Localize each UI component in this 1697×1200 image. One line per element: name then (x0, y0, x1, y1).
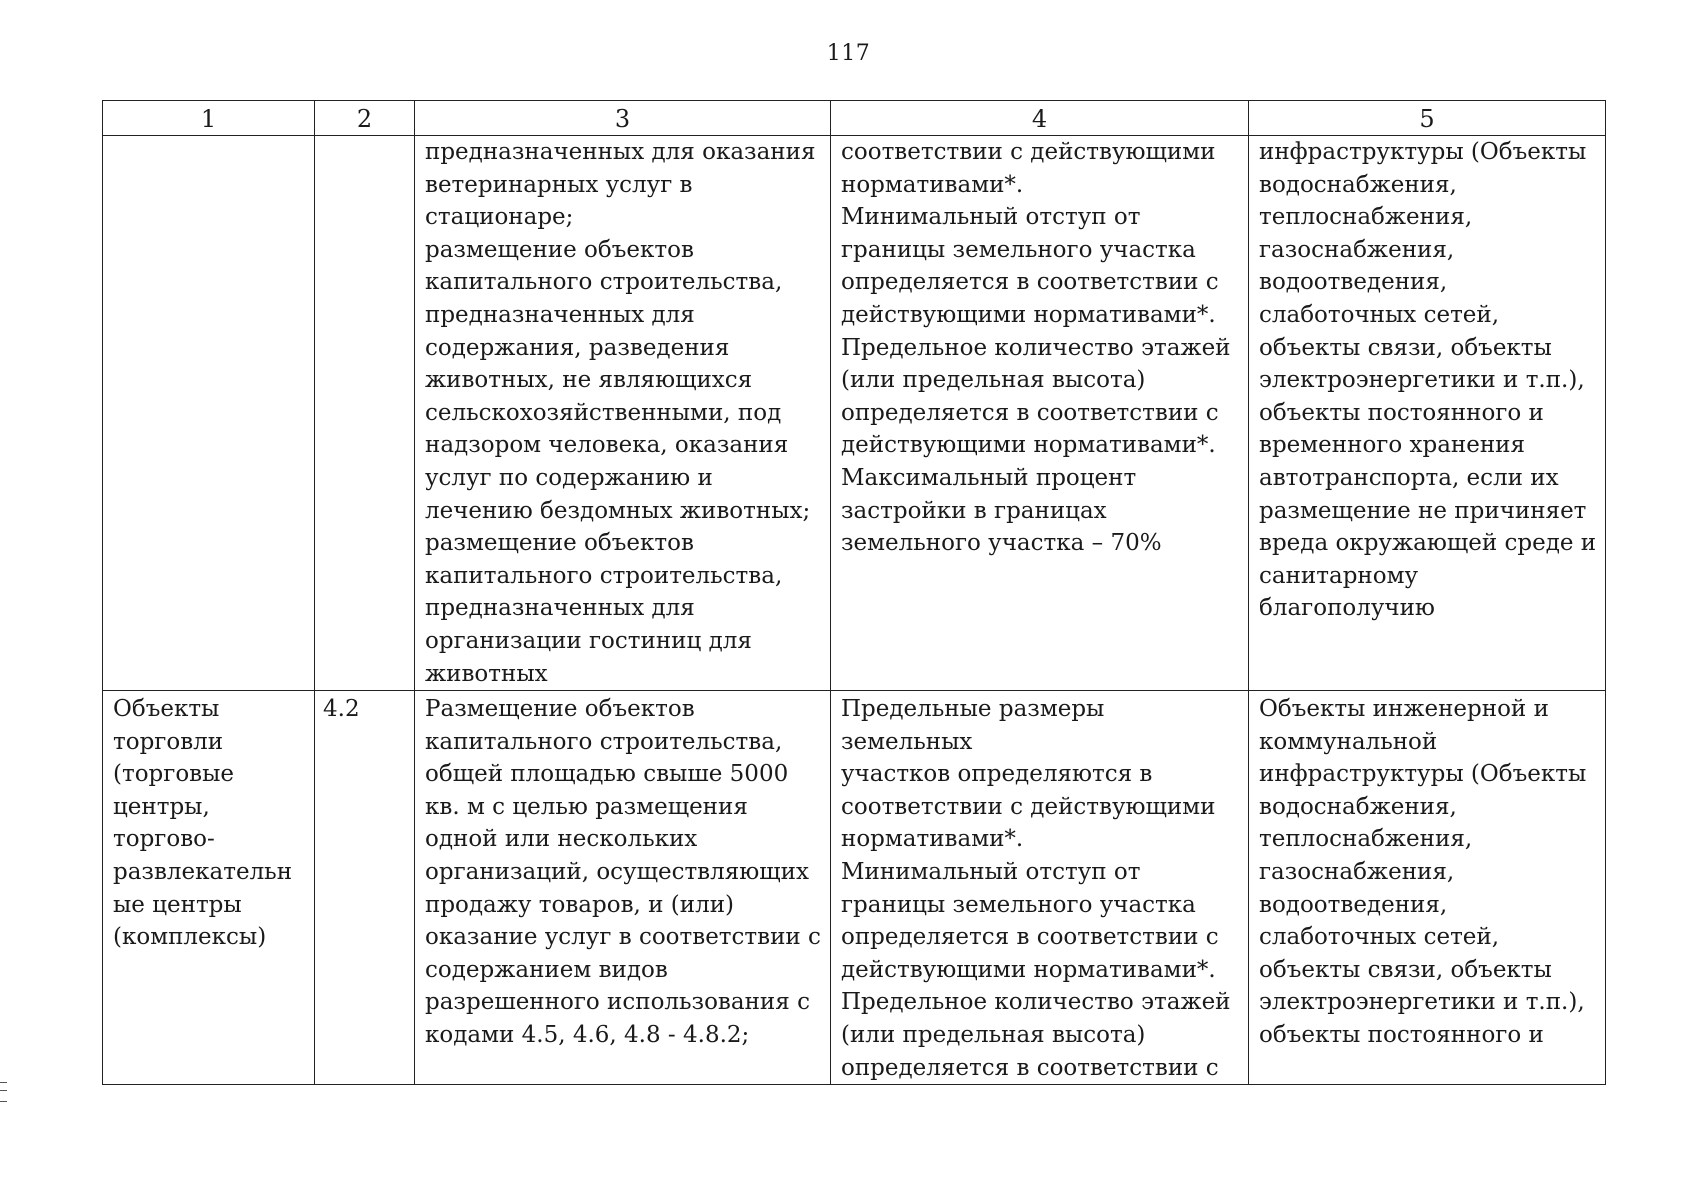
cell-auxiliary-uses: инфраструктуры (Объекты водоснабжения, теплоснабжения, газоснабжения, водоотведения, слаботочных сетей, объекты связи, объекты электроэнергетики и т.п.), объекты постоянного и временного хранения автотранспорта, если их размещение не причиняет вреда окружающей среде и санитарному благополучию (1249, 136, 1606, 691)
header-row (103, 101, 1606, 136)
header-col-4: 4 (831, 101, 1249, 136)
cell-object-name: Объекты торговли (торговые центры, торгово- развлекательн ые центры (комплексы) (103, 691, 315, 1085)
table-header (103, 101, 1606, 136)
header-col-2: 2 (315, 101, 415, 136)
cell-use-code: 4.2 (315, 691, 415, 1085)
cell-object-name (103, 136, 315, 691)
table-body (103, 136, 1606, 1085)
page-number: 117 (826, 41, 871, 66)
scan-edge-mark (0, 1082, 7, 1102)
header-col-5: 5 (1249, 101, 1606, 136)
header-col-1: 1 (103, 101, 315, 136)
cell-use-description: предназначенных для оказания ветеринарных услуг в стационаре; размещение объектов капитального строительства, предназначенных для содержания, разведения животных, не являющихся сельскохозяйственными, под надзором человека, оказания услуг по содержанию и лечению бездомных животных; размещение объектов капитального строительства, предназначенных для организации гостиниц для животных (415, 136, 831, 691)
land-use-table (102, 100, 1606, 1085)
table-row (103, 136, 1606, 691)
cell-parameters: соответствии с действующими нормативами*. Минимальный отступ от границы земельного участка определяется в соответствии с действующими нормативами*. Предельное количество этажей (или предельная высота) определяется в соответствии с действующими нормативами*. Максимальный процент застройки в границах земельного участка – 70% (831, 136, 1249, 691)
table-row (103, 691, 1606, 1085)
cell-auxiliary-uses: Объекты инженерной и коммунальной инфраструктуры (Объекты водоснабжения, теплоснабжения, газоснабжения, водоотведения, слаботочных сетей, объекты связи, объекты электроэнергетики и т.п.), объекты постоянного и (1249, 691, 1606, 1085)
header-col-3: 3 (415, 101, 831, 136)
cell-use-code (315, 136, 415, 691)
cell-use-description: Размещение объектов капитального строительства, общей площадью свыше 5000 кв. м с целью размещения одной или нескольких организаций, осуществляющих продажу товаров, и (или) оказание услуг в соответствии с содержанием видов разрешенного использования с кодами 4.5, 4.6, 4.8 - 4.8.2; (415, 691, 831, 1085)
cell-parameters: Предельные размеры земельных участков определяются в соответствии с действующими нормативами*. Минимальный отступ от границы земельного участка определяется в соответствии с действующими нормативами*. Предельное количество этажей (или предельная высота) определяется в соответствии с (831, 691, 1249, 1085)
